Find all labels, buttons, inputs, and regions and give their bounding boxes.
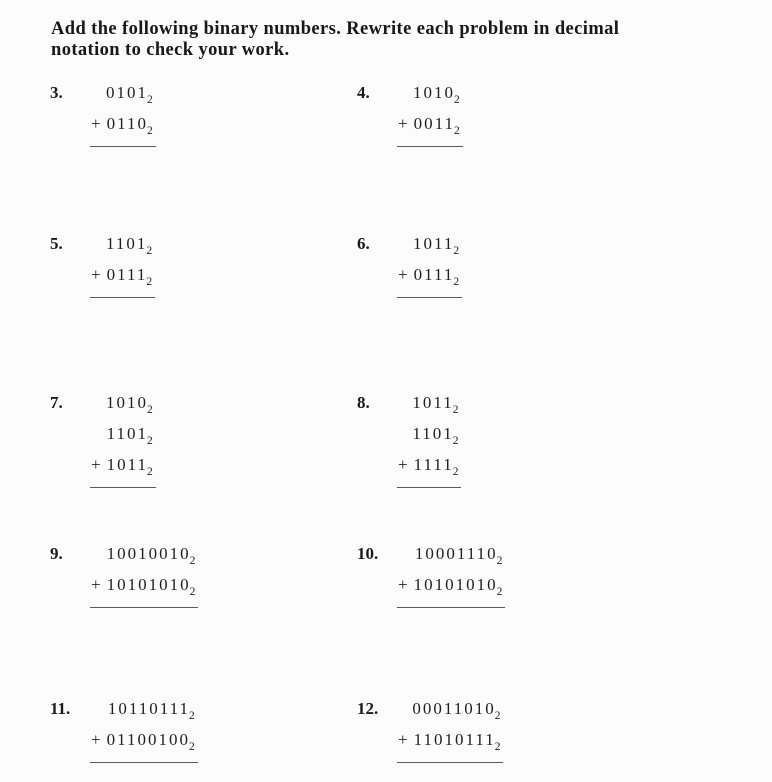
operand-digits: 0111 xyxy=(106,265,148,284)
base-subscript: 2 xyxy=(146,466,153,478)
problem-number: 5. xyxy=(50,234,63,253)
operand-digits: 1010 xyxy=(412,83,455,102)
operand-group xyxy=(414,453,459,484)
operand-group xyxy=(414,263,460,294)
addition-block xyxy=(397,542,505,608)
problem-number: 6. xyxy=(357,234,370,253)
operand-digits: 10101010 xyxy=(106,575,191,594)
operand-digits: 00011010 xyxy=(412,699,496,718)
operand-row xyxy=(90,232,155,263)
operand-group xyxy=(414,573,503,604)
base-subscript: 2 xyxy=(146,245,153,257)
sum-row xyxy=(90,263,155,298)
addition-block xyxy=(90,542,198,608)
operand-group xyxy=(414,112,460,143)
base-subscript: 2 xyxy=(188,741,195,753)
problem-number: 12. xyxy=(357,699,379,718)
base-subscript: 2 xyxy=(146,404,153,416)
sum-row xyxy=(397,573,505,608)
sum-row xyxy=(90,112,156,147)
plus-sign: + xyxy=(91,730,101,749)
sum-row xyxy=(397,728,503,763)
operand-row xyxy=(397,422,461,453)
problem-number: 10. xyxy=(357,544,379,563)
operand-digits: 11010111 xyxy=(413,730,496,749)
base-subscript: 2 xyxy=(494,710,501,722)
operand-digits: 1101 xyxy=(105,234,148,253)
operand-digits: 1011 xyxy=(412,393,454,412)
addition-block xyxy=(90,697,198,763)
operand-group xyxy=(107,728,195,759)
instructions-line-1: Add the following binary numbers. Rewrite each problem in decimal xyxy=(51,19,620,39)
operand-digits: 01100100 xyxy=(106,730,190,749)
operand-digits: 1101 xyxy=(106,424,148,443)
problem-number: 9. xyxy=(50,544,63,563)
plus-sign: + xyxy=(398,575,408,594)
base-subscript: 2 xyxy=(189,586,196,598)
plus-sign: + xyxy=(91,114,101,133)
problem-9 xyxy=(50,542,198,608)
instructions-line-2: notation to check your work. xyxy=(51,40,290,60)
operand-row xyxy=(397,232,462,263)
addition-block xyxy=(397,697,503,763)
base-subscript: 2 xyxy=(189,555,196,567)
operand-digits: 1011 xyxy=(412,234,455,253)
base-subscript: 2 xyxy=(452,466,459,478)
operand-digits: 0011 xyxy=(413,114,455,133)
base-subscript: 2 xyxy=(453,94,460,106)
operand-group xyxy=(107,263,153,294)
operand-digits: 0110 xyxy=(106,114,148,133)
operand-group xyxy=(107,112,153,143)
operand-row xyxy=(90,391,156,422)
problem-number: 4. xyxy=(357,83,370,102)
operand-group xyxy=(107,453,153,484)
addition-block xyxy=(397,232,462,298)
base-subscript: 2 xyxy=(146,125,153,137)
base-subscript: 2 xyxy=(146,435,153,447)
operand-row xyxy=(90,697,198,728)
operand-digits: 10001110 xyxy=(414,544,498,563)
sum-row xyxy=(90,573,198,608)
problem-11 xyxy=(50,697,198,763)
problem-5 xyxy=(50,232,155,298)
addition-block xyxy=(397,81,463,147)
addition-block xyxy=(397,391,461,488)
problem-10 xyxy=(357,542,505,608)
base-subscript: 2 xyxy=(496,555,503,567)
operand-digits: 0111 xyxy=(413,265,455,284)
plus-sign: + xyxy=(91,575,101,594)
problem-number: 11. xyxy=(50,699,71,718)
base-subscript: 2 xyxy=(453,245,460,257)
plus-sign: + xyxy=(398,730,408,749)
sum-row xyxy=(90,728,198,763)
sum-row xyxy=(397,453,461,488)
operand-digits: 1101 xyxy=(412,424,454,443)
base-subscript: 2 xyxy=(146,94,153,106)
problem-4 xyxy=(357,81,463,147)
operand-digits: 10101010 xyxy=(413,575,498,594)
operand-digits: 1111 xyxy=(413,455,454,474)
operand-group xyxy=(414,728,501,759)
operand-row xyxy=(90,81,156,112)
operand-row xyxy=(397,697,503,728)
plus-sign: + xyxy=(398,114,408,133)
problem-number: 8. xyxy=(357,393,370,412)
problem-number: 3. xyxy=(50,83,63,102)
operand-group xyxy=(107,573,196,604)
operand-row xyxy=(90,422,156,453)
base-subscript: 2 xyxy=(452,404,459,416)
operand-digits: 1010 xyxy=(105,393,148,412)
operand-row xyxy=(397,391,461,422)
base-subscript: 2 xyxy=(188,710,195,722)
operand-row xyxy=(397,81,463,112)
base-subscript: 2 xyxy=(496,586,503,598)
base-subscript: 2 xyxy=(453,125,460,137)
sum-row xyxy=(397,112,463,147)
operand-digits: 10010010 xyxy=(106,544,191,563)
plus-sign: + xyxy=(398,455,408,474)
problem-7 xyxy=(50,391,156,488)
addition-block xyxy=(90,391,156,488)
operand-digits: 1011 xyxy=(106,455,148,474)
problem-3 xyxy=(50,81,156,147)
instructions xyxy=(51,19,619,61)
base-subscript: 2 xyxy=(453,276,460,288)
sum-row xyxy=(90,453,156,488)
problem-8 xyxy=(357,391,461,488)
addition-block xyxy=(90,81,156,147)
plus-sign: + xyxy=(91,455,101,474)
base-subscript: 2 xyxy=(494,741,501,753)
operand-row xyxy=(90,542,198,573)
problem-6 xyxy=(357,232,462,298)
problem-number: 7. xyxy=(50,393,63,412)
operand-row xyxy=(397,542,505,573)
base-subscript: 2 xyxy=(146,276,153,288)
problem-12 xyxy=(357,697,503,763)
operand-digits: 10110111 xyxy=(107,699,190,718)
base-subscript: 2 xyxy=(452,435,459,447)
plus-sign: + xyxy=(91,265,101,284)
operand-digits: 0101 xyxy=(105,83,148,102)
addition-block xyxy=(90,232,155,298)
sum-row xyxy=(397,263,462,298)
plus-sign: + xyxy=(398,265,408,284)
